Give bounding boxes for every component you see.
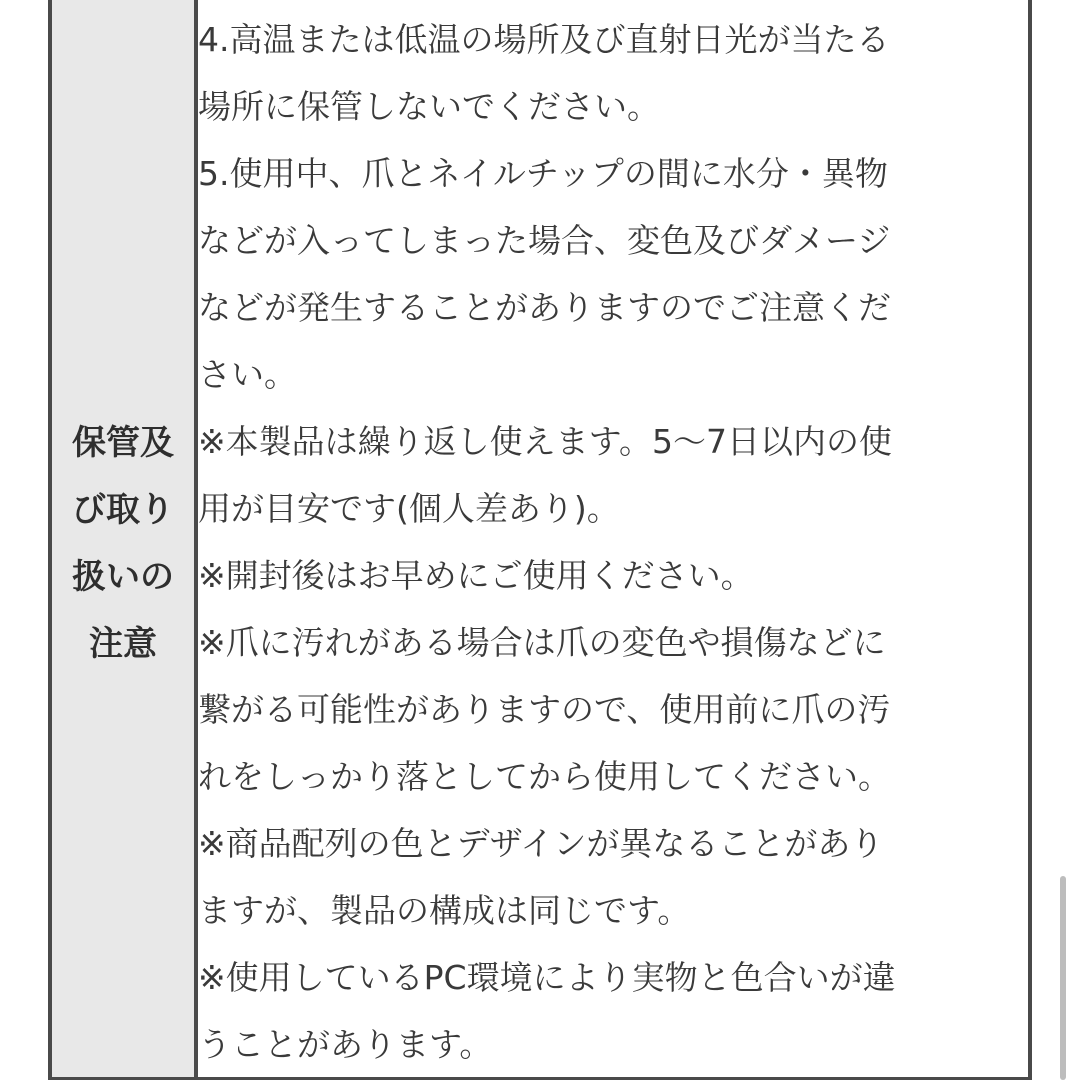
section-heading [63,410,183,678]
body-text-line: うことがあります。 [198,1025,493,1064]
section-heading-line: 保管及 [72,423,174,463]
body-text-line: ※爪に汚れがある場合は爪の変色や損傷などに [198,623,886,662]
table-header-cell [52,0,198,1080]
care-instructions-table [48,0,1032,1080]
section-heading-line: び取り [72,490,174,530]
body-text-line: さい。 [198,355,297,394]
body-text-line: 場所に保管しないでください。 [198,87,660,126]
scrollbar-thumb[interactable] [1060,876,1066,1080]
body-text-line: 4.高温または低温の場所及び直射日光が当たる [198,20,890,59]
body-text-line: 繋がる可能性がありますので、使用前に爪の汚 [198,690,891,729]
body-text-line: ※本製品は繰り返し使えます。5〜7日以内の使 [198,422,893,461]
body-text-line: ※商品配列の色とデザインが異なることがあり [198,824,884,863]
body-text-line: ますが、製品の構成は同じです。 [198,891,691,930]
body-text-line: ※開封後はお早めにご使用ください。 [198,556,754,595]
section-heading-line: 扱いの [72,557,174,597]
section-heading-line: 注意 [89,624,157,664]
body-text-line: ※使用しているPC環境により実物と色合いが違 [198,958,896,997]
body-text-line: 5.使用中、爪とネイルチップの間に水分・異物 [198,154,888,193]
body-text-line: れをしっかり落としてから使用してください。 [198,757,891,796]
body-text-line: などが入ってしまった場合、変色及びダメージ [198,221,891,260]
table-body-cell [198,0,1028,1080]
body-text-line: などが発生することがありますのでご注意くだ [198,288,891,327]
body-text-line: 用が目安です(個人差あり)。 [198,489,620,528]
